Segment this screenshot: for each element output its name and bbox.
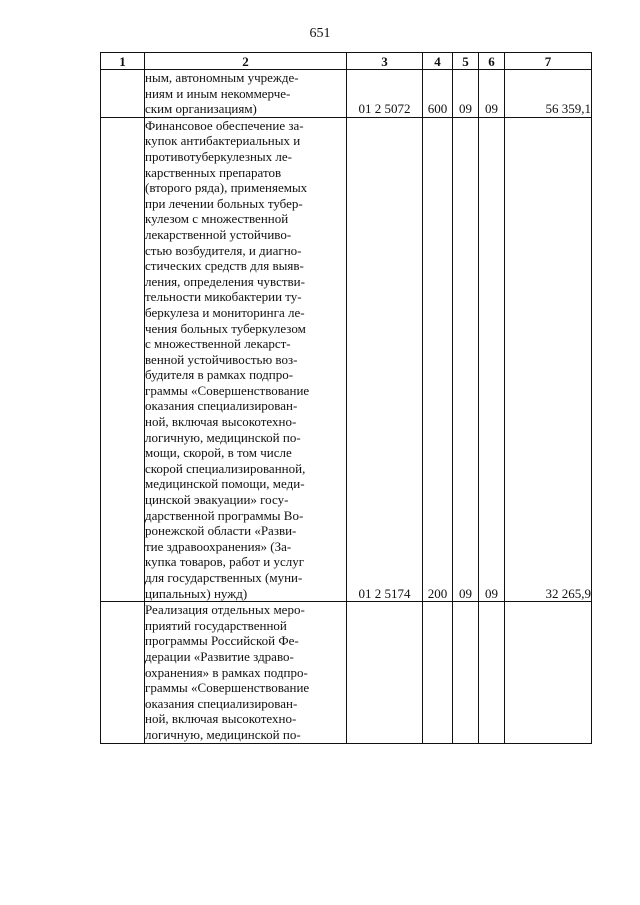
description-line: Реализация отдельных меро- [145, 602, 305, 618]
section-cell [453, 602, 479, 743]
table-row [101, 602, 592, 743]
description-line: дарственной программы Во- [145, 507, 304, 523]
description-line: противотуберкулезных ле- [145, 148, 292, 164]
description-line: граммы «Совершенствование [145, 382, 310, 398]
code-cell: 01 2 5072 [347, 70, 423, 118]
page-number: 651 [309, 26, 331, 41]
description-line: ной, включая высокотехно- [145, 711, 297, 727]
description-line: купок антибактериальных и [145, 133, 301, 149]
description-line: чения больных туберкулезом [145, 320, 306, 336]
row-number-cell [101, 117, 145, 601]
description-line: купка товаров, работ и услуг [145, 554, 305, 570]
description-line: (второго ряда), применяемых [145, 180, 308, 196]
description-cell [145, 602, 347, 743]
column-header-7: 7 [505, 53, 592, 70]
row-number-cell [101, 602, 145, 743]
description-line: программы Российской Фе- [145, 633, 299, 649]
section-cell: 09 [453, 117, 479, 601]
description-line: карственных препаратов [145, 164, 282, 180]
column-header-5: 5 [453, 53, 479, 70]
column-header-3: 3 [347, 53, 423, 70]
column-header-2: 2 [145, 53, 347, 70]
amount-cell: 32 265,9 [505, 117, 592, 601]
code-cell [347, 602, 423, 743]
expense-type-cell [423, 602, 453, 743]
description-line: ниям и иным некоммерче- [145, 85, 291, 101]
table-row [101, 70, 592, 118]
description-line: ления, определения чувстви- [145, 273, 305, 289]
row-number-cell [101, 70, 145, 118]
description-line: граммы «Совершенствование [145, 680, 310, 696]
description-line: медицинской помощи, меди- [145, 476, 305, 492]
description-line: мощи, скорой, в том числе [145, 445, 292, 461]
description-cell [145, 70, 347, 118]
description-line: логичную, медицинской по- [145, 726, 301, 742]
description-line: тельности микобактерии ту- [145, 289, 302, 305]
column-header-1: 1 [101, 53, 145, 70]
description-line: охранения» в рамках подпро- [145, 664, 308, 680]
code-cell: 01 2 5174 [347, 117, 423, 601]
header-row [101, 53, 592, 70]
table-row [101, 117, 592, 601]
description-line: логичную, медицинской по- [145, 429, 301, 445]
description-line: ципальных) нужд) [145, 585, 248, 601]
description-line: цинской эвакуации» госу- [145, 492, 289, 508]
description-line: стических средств для выяв- [145, 258, 304, 274]
subsection-cell: 09 [479, 70, 505, 118]
budget-table [100, 52, 592, 744]
description-line: с множественной лекарст- [145, 336, 291, 352]
column-header-6: 6 [479, 53, 505, 70]
description-line: при лечении больных тубер- [145, 195, 303, 211]
description-line: дерации «Развитие здраво- [145, 648, 294, 664]
description-line: беркулеза и мониторинга ле- [145, 304, 305, 320]
description-line: стью возбудителя, и диагно- [145, 242, 302, 258]
description-cell [145, 117, 347, 601]
description-line: ным, автономным учрежде- [145, 70, 299, 85]
subsection-cell [479, 602, 505, 743]
description-line: оказания специализирован- [145, 695, 298, 711]
description-line: оказания специализирован- [145, 398, 298, 414]
expense-type-cell: 600 [423, 70, 453, 118]
description-line: для государственных (муни- [145, 570, 303, 585]
description-line: тие здравоохранения» (За- [145, 538, 292, 554]
table-body [101, 70, 592, 744]
description-line: венной устойчивостью воз- [145, 351, 298, 367]
subsection-cell: 09 [479, 117, 505, 601]
description-line: приятий государственной [145, 617, 287, 633]
description-line: лекарственной устойчиво- [145, 226, 292, 242]
description-line: Финансовое обеспечение за- [145, 117, 304, 133]
amount-cell: 56 359,1 [505, 70, 592, 118]
description-line: ским организациям) [145, 101, 257, 117]
section-cell: 09 [453, 70, 479, 118]
amount-cell [505, 602, 592, 743]
description-line: ронежской области «Разви- [145, 523, 297, 539]
description-line: будителя в рамках подпро- [145, 367, 294, 383]
expense-type-cell: 200 [423, 117, 453, 601]
description-line: скорой специализированной, [145, 460, 306, 476]
column-header-4: 4 [423, 53, 453, 70]
description-line: ной, включая высокотехно- [145, 414, 297, 430]
description-line: кулезом с множественной [145, 211, 289, 227]
